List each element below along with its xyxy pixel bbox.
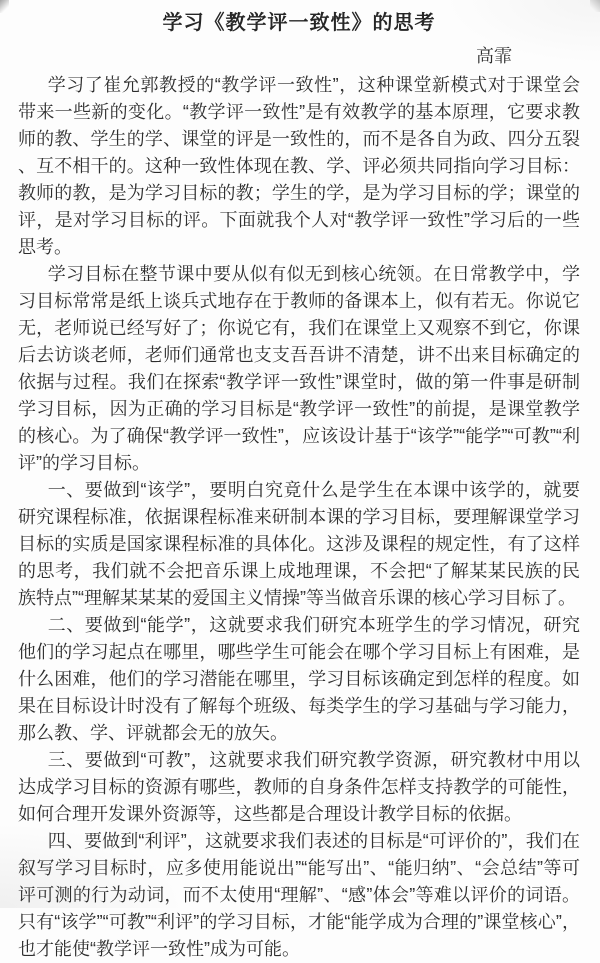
page-title: 学习《教学评一致性》的思考	[162, 12, 436, 34]
author-name: 高霏	[476, 46, 512, 66]
paragraph-point-3: 三、要做到“可教”，这就要求我们研究教学资源，研究教材中用以达成学习目标的资源有哪些，教师的自身条件怎样支持教学的可能性，如何合理开发课外资源等，这些都是合理设计教学目标的依据。	[18, 750, 580, 824]
document-body	[18, 72, 580, 963]
paragraph-point-1: 一、要做到“该学”，要明白究竟什么是学生在本课中该学的，就要研究课程标准，依据课程标准来研制本课的学习目标，要理解课堂学习目标的实质是国家课程标准的具体化。这涉及课程的规定性，有了这样的思考，我们就不会把音乐课上成地理课，不会把“了解某某民族的民族特点”“理解某某某的爱国主义情操”等当做音乐课的核心学习目标了。	[18, 480, 580, 608]
scan-artifact-top-left	[0, 0, 9, 13]
paragraph-learning-goals: 学习目标在整节课中要从似有似无到核心统领。在日常教学中，学习目标常常是纸上谈兵式地存在于教师的备课本上，似有若无。你说它无，老师说已经写好了；你说它有，我们在课堂上又观察不到它，你课后去访谈老师，老师们通常也支支吾吾讲不清楚，讲不出来目标确定的依据与过程。我们在探索“教学评一致性”课堂时，做的第一件事是研制学习目标，因为正确的学习目标是“教学评一致性”的前提，是课堂教学的核心。为了确保“教学评一致性”，应该设计基于“该学”“能学”“可教”“利评”的学习目标。	[18, 264, 580, 473]
paragraph-intro: 学习了崔允郭教授的“教学评一致性”，这种课堂新模式对于课堂会带来一些新的变化。“教学评一致性”是有效教学的基本原理，它要求教师的教、学生的学、课堂的评是一致性的，而不是各自为政、四分五裂、互不相干的。这种一致性体现在教、学、评必须共同指向学习目标：教师的教，是为学习目标的教；学生的学，是为学习目标的学；课堂的评，是对学习目标的评。下面就我个人对“教学评一致性”学习后的一些思考。	[18, 75, 580, 257]
paragraph-point-2: 二、要做到“能学”，这就要求我们研究本班学生的学习情况，研究他们的学习起点在哪里，哪些学生可能会在哪个学习目标上有困难，是什么困难，他们的学习潜能在哪里，学习目标该确定到怎样的程度。如果在目标设计时没有了解每个班级、每类学生的学习基础与学习能力，那么教、学、评就都会无的放矢。	[18, 615, 580, 743]
paragraph-point-4: 四、要做到“利评”，这就要求我们表述的目标是“可评价的”，我们在叙写学习目标时，应多使用能说出”“能写出”、“能归纳”、“会总结”等可评可测的行为动词，而不太使用“理解”、“感”体会”等难以评价的词语。只有“该学”“可教”“利评”的学习目标，才能“能学成为合理的”课堂核心”，也才能使“教学评一致性”成为可能。	[18, 831, 580, 959]
scan-artifact-top-right	[590, 0, 600, 12]
